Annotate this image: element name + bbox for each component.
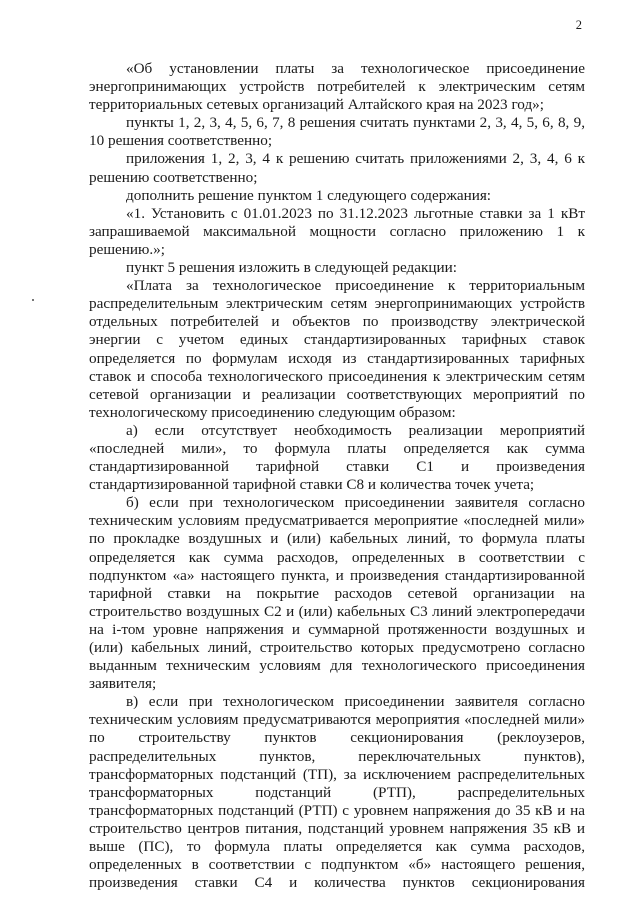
paragraph-point-1-text: «1. Установить с 01.01.2023 по 31.12.2023 льготные ставки за 1 кВт запрашиваемой максимальной мощности согласно приложению 1 к решению.»; <box>89 204 585 258</box>
paragraph-renumber-points: пункты 1, 2, 3, 4, 5, 6, 7, 8 решения считать пунктами 2, 3, 4, 5, 6, 8, 9, 10 решения соответственно; <box>89 114 585 150</box>
page-number: 2 <box>575 18 582 32</box>
scan-artifact-dot <box>32 299 34 301</box>
document-body <box>89 60 585 892</box>
paragraph-subpoint-a: а) если отсутствует необходимость реализации мероприятий «последней мили», то формула платы определяется как сумма стандартизированной тарифной ставки С1 и произведения стандартизированной тарифной ставки С8 и количества точек учета; <box>89 421 585 494</box>
paragraph-decision-title: «Об установлении платы за технологическое присоединение энергопринимающих устройств потребителей к электрическим сетям территориальных сетевых организаций Алтайского края на 2023 год»; <box>89 60 585 114</box>
paragraph-add-point-1: дополнить решение пунктом 1 следующего содержания: <box>126 186 492 204</box>
paragraph-subpoint-b: б) если при технологическом присоединении заявителя согласно техническим условиям предусматривается мероприятие «последней мили» по прокладке воздушных и (или) кабельных линий, то формула платы определяется как сумма расходов, определенных в соответствии с подпунктом «а» настоящего пункта, и произведения стандартизированной тарифной ставки на покрытие расходов сетевой организации на строительство воздушных С2 и (или) кабельных С3 линий электропередачи на i-том уровне напряжения и суммарной протяженности воздушных и (или) кабельных линий, строительство которых предусмотрено согласно выданным техническим условиям для технологического присоединения заявителя; <box>89 494 585 693</box>
paragraph-fee-definition: «Плата за технологическое присоединение к территориальным распределительным электрическим сетям энергопринимающих устройств отдельных потребителей и объектов по производству электрической энергии с учетом единых стандартизированных тарифных ставок определяется по формулам исходя из стандартизированных тарифных ставок и способа технологического присоединения к электрическим сетям сетевой организации и реализации соответствующих мероприятий по технологическому присоединению следующим образом: <box>89 277 585 421</box>
paragraph-subpoint-v: в) если при технологическом присоединении заявителя согласно техническим условиям предусматриваются мероприятия «последней мили» по строительству пунктов секционирования (реклоузеров, распределительных пунктов, переключательных пунктов), трансформаторных подстанций (ТП), за исключением распределительных трансформаторных подстанций (РТП), распределительных трансформаторных подстанций (РТП) с уровнем напряжения до 35 кВ и на строительство центров питания, подстанций уровнем напряжения 35 кВ и выше (ПС), то формула платы определяется как сумма расходов, определенных в соответствии с подпунктом «б» настоящего решения, произведения ставки С4 и количества пунктов секционирования <box>89 693 585 892</box>
paragraph-point-5-intro: пункт 5 решения изложить в следующей редакции: <box>126 259 458 277</box>
paragraph-renumber-appendices: приложения 1, 2, 3, 4 к решению считать приложениями 2, 3, 4, 6 к решению соответственно; <box>89 150 585 186</box>
